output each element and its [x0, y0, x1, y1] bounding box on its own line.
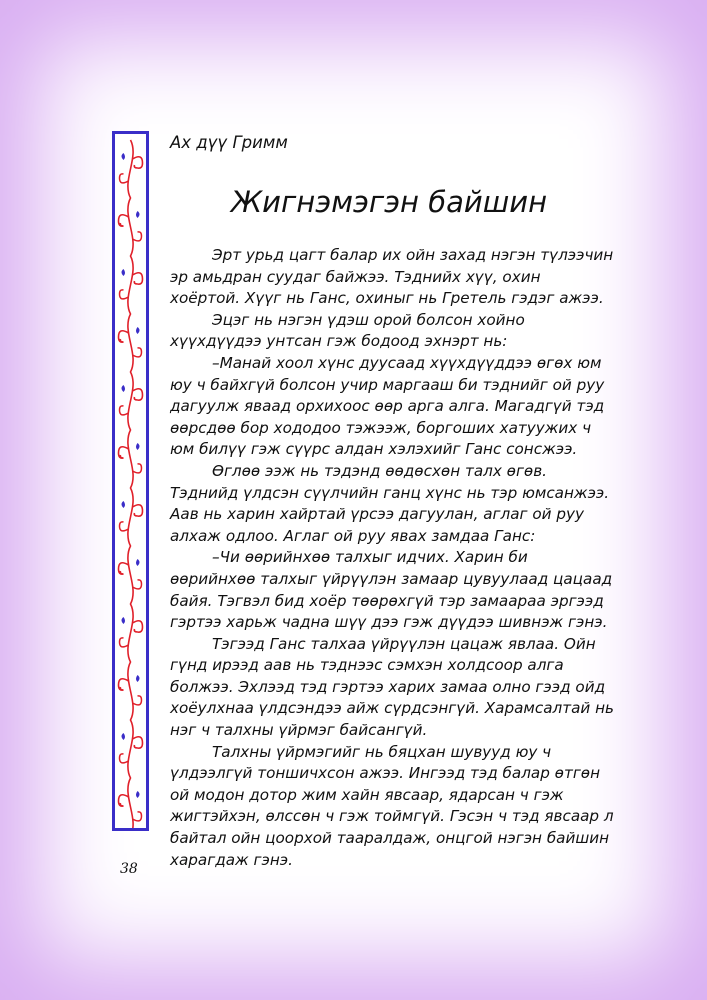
story-title: Жигнэмэгэн байшин [230, 185, 548, 219]
author-name: Ах дүү Гримм [170, 133, 288, 152]
paragraph: Эцэг нь нэгэн үдэш орой болсон хойно хүүхдүүдээ унтсан гэж бодоод эхнэрт нь: [170, 310, 525, 351]
paragraph: –Чи өөрийнхөө талхыг идчих. Харин би өөрийнхөө талхыг үйрүүлэн замаар цувуулаад цацаад байя. Тэгвэл бид хоёр төөрөхгүй тэр замаараа эргээд гэртээ харьж чадна шүү дээ гэж дүүдээ шивнэж гэнэ. [170, 548, 613, 632]
ornament-vine-icon [115, 134, 146, 828]
paragraph: –Манай хоол хүнс дуусаад хүүхдүүддээ өгөх юм юу ч байхгүй болсон учир маргааш би тэднийг ой руу дагуулж яваад орхихоос өөр арга алга. Магадгүй тэд өөрсдөө бор хододоо тэжээж, боргоших хатуужих ч юм билүү гэж сүүрс алдан хэлэхийг Ганс сонсжээ. [170, 353, 605, 459]
decorative-border-ornament [112, 131, 149, 831]
paragraph: Талхны үйрмэгийг нь бяцхан шувууд юу ч үлдээлгүй тоншичхсон ажээ. Ингээд тэд балар өтгөн ой модон дотор жим хайн явсаар, ядарсан ч гэж жигтэйхэн, өлссөн ч гэж тоймгүй. Гэсэн ч тэд явсаар л байтал ойн цоорхой тааралдаж, онцгой нэгэн байшин харагдаж гэнэ. [170, 742, 614, 869]
paragraph: Өглөө ээж нь тэдэнд өөдөсхөн талх өгөв. Тэднийд үлдсэн сүүлчийн ганц хүнс нь тэр юмсанжээ. Аав нь харин хайртай үрсээ дагуулан, аглаг ой руу алхаж одлоо. Аглаг ой руу явах замдаа Ганс: [170, 461, 610, 545]
paragraph: Тэгээд Ганс талхаа үйрүүлэн цацаж явлаа. Ойн гүнд ирээд аав нь тэднээс сэмхэн холдсоор алга болжээ. Эхлээд тэд гэртээ харих замаа олно гээд ойд хоёулхнаа үлдсэндээ айж сүрдсэнгүй. Харамсалтай нь нэг ч талхны үйрмэг байсангүй. [170, 634, 614, 740]
story-text [170, 245, 615, 871]
paragraph: Эрт урьд цагт балар их ойн захад нэгэн түлээчин эр амьдран суудаг байжээ. Тэднийх хүү, охин хоёртой. Хүүг нь Ганс, охиныг нь Гретель гэдэг ажээ. [170, 246, 614, 308]
page-number: 38 [120, 861, 138, 877]
